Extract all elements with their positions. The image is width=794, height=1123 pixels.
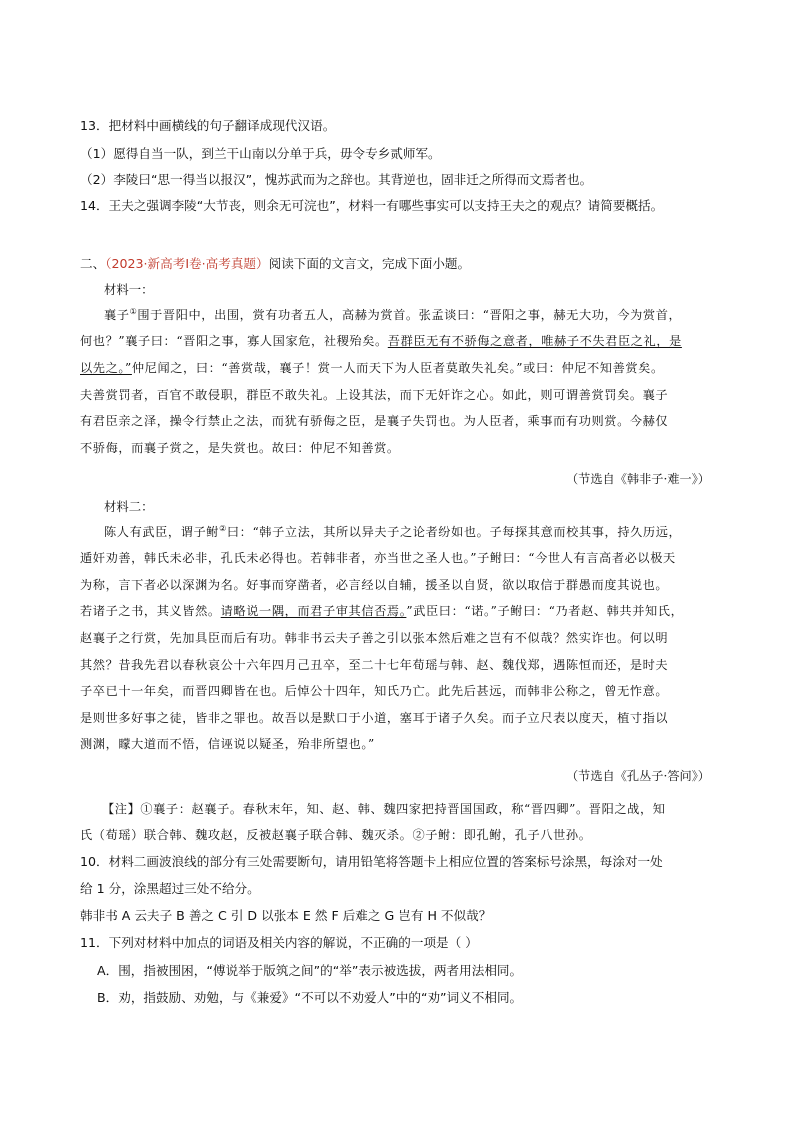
section-number: 二、 [80, 256, 106, 271]
material-1-source: （节选自《韩非子·难一》） [565, 472, 710, 486]
question-11: 11．下列对材料中加点的词语及相关内容的解说，不正确的一项是（ ） [80, 935, 478, 950]
section-source-tag: （2023·新高考Ⅰ卷·高考真题） [105, 256, 269, 271]
question-10-line-1: 10．材料二画波浪线的部分有三处需要断句，请用铅笔将答题卡上相应位置的答案标号涂黑，每涂对一处 [80, 854, 663, 869]
underlined-sentence-2: 请略说一隅，而君子审其信否焉。 [220, 604, 407, 618]
question-13-item-1: （1）愿得自当一队，到兰干山南以分单于兵，毋令专乡贰师军。 [80, 146, 441, 161]
material-1-line-5: 有君臣亲之泽，操令行禁止之法，而犹有骄侮之臣，是襄子失罚也。为人臣者，乘事而有功则赏。今赫仅 [80, 414, 669, 428]
material-2-line-8: 是则世多好事之徒，皆非之罪也。故吾以是默口于小道，塞耳于诸子久矣。而子立尺表以度天，植寸指以 [80, 711, 669, 725]
section-instruction: 阅读下面的文言文，完成下面小题。 [268, 256, 471, 271]
footnote-ref-1: ① [129, 306, 138, 316]
question-10-options: 韩非书 A 云夫子 B 善之 C 引 D 以张本 E 然 F 后难之 G 岂有 H 不似哉？ [80, 908, 492, 923]
material-1-line-6: 不骄侮，而襄子赏之，是失赏也。故曰：仲尼不知善赏。 [80, 441, 400, 455]
material-2-line-4: 若诸子之书，其义皆然。请略说一隅，而君子审其信否焉。”武臣曰：“诺。”子鲋曰：“乃者赵、韩共并知氏， [80, 604, 684, 618]
underlined-sentence-end: 以先之。” [80, 361, 132, 375]
question-11-option-a: A．围，指被围困，“傅说举于版筑之间”的“举”表示被选拔，两者用法相同。 [97, 963, 523, 978]
material-1-line-2: 何也？”襄子曰：“晋阳之事，寡人国家危，社稷殆矣。吾群臣无有不骄侮之意者，唯赫子不失君臣之礼，是 [80, 334, 682, 348]
material-1-line-1: 襄子①围于晋阳中，出围，赏有功者五人，高赫为赏首。张孟谈曰：“晋阳之事，赫无大功，今为赏首， [104, 306, 682, 322]
footnote-ref-2: ② [219, 523, 227, 533]
material-2-line-7: 子卒已十一年矣，而晋四卿皆在也。后悼公十四年，知氏乃亡。此先后甚远，而韩非公称之，曾无怍意。 [80, 684, 669, 698]
material-2-line-6: 其然？昔我先君以春秋哀公十六年四月己丑卒，至二十七年荀瑶与韩、赵、魏伐郑，遇陈恒而还，是时夫 [80, 658, 669, 672]
section-header [80, 253, 470, 272]
material-1-line-4: 夫善赏罚者，百官不敢侵职，群臣不敢失礼。上设其法，而下无奸诈之心。如此，则可谓善赏罚矣。襄子 [80, 388, 669, 402]
question-13: 13．把材料中画横线的句子翻译成现代汉语。 [80, 118, 336, 133]
material-2-line-3: 为称，言下者必以深渊为名。好事而穿凿者，必言经以自辅，援圣以自贤，欲以取信于群愚而度其说也。 [80, 578, 669, 592]
note-line-2: 氏（荀瑶）联合韩、魏攻赵，反被赵襄子联合韩、魏灭杀。②子鲋：即孔鲋，孔子八世孙。 [80, 828, 592, 842]
underlined-sentence: 吾群臣无有不骄侮之意者，唯赫子不失君臣之礼，是 [387, 334, 682, 348]
material-1-heading: 材料一： [104, 282, 154, 297]
note-line-1: 【注】①襄子：赵襄子。春秋末年，知、赵、韩、魏四家把持晋国国政，称“晋四卿”。晋阳之战，知 [102, 802, 666, 816]
material-2-line-5: 赵襄子之行赏，先加具臣而后有功。韩非书云夫子善之引以张本然后难之岂有不似哉？然实诈也。何以明 [80, 631, 669, 645]
question-10-line-2: 给 1 分，涂黑超过三处不给分。 [80, 881, 260, 896]
material-2-source: （节选自《孔丛子·答问》） [565, 769, 710, 783]
material-2-line-9: 测渊，矇大道而不悟，信诬说以疑圣，殆非所望也。” [80, 737, 375, 751]
material-1-line-3: 以先之。”仲尼闻之，曰：“善赏哉，襄子！赏一人而天下为人臣者莫敢失礼矣。”或曰：仲尼不知善赏矣。 [80, 361, 664, 375]
question-11-option-b: B．劝，指鼓励、劝勉，与《兼爱》“不可以不劝爱人”中的“劝”词义不相同。 [97, 990, 523, 1005]
material-2-line-2: 遁奸劝善，韩氏未必非，孔氏未必得也。若韩非者，亦当世之圣人也。”子鲋曰：“今世人有言高者必以极天 [80, 551, 676, 565]
material-2-line-1: 陈人有武臣，谓子鲋②曰：“韩子立法，其所以异夫子之论者纷如也。子每探其意而校其事，持久历远， [104, 523, 682, 539]
material-2-heading: 材料二： [104, 499, 154, 514]
question-14: 14．王夫之强调李陵“大节丧，则余无可浣也”，材料一有哪些事实可以支持王夫之的观点？请简要概括。 [80, 198, 664, 213]
question-13-item-2: （2）李陵曰“思一得当以报汉”，愧苏武而为之辞也。其背逆也，固非迁之所得而文焉者也。 [80, 172, 593, 187]
